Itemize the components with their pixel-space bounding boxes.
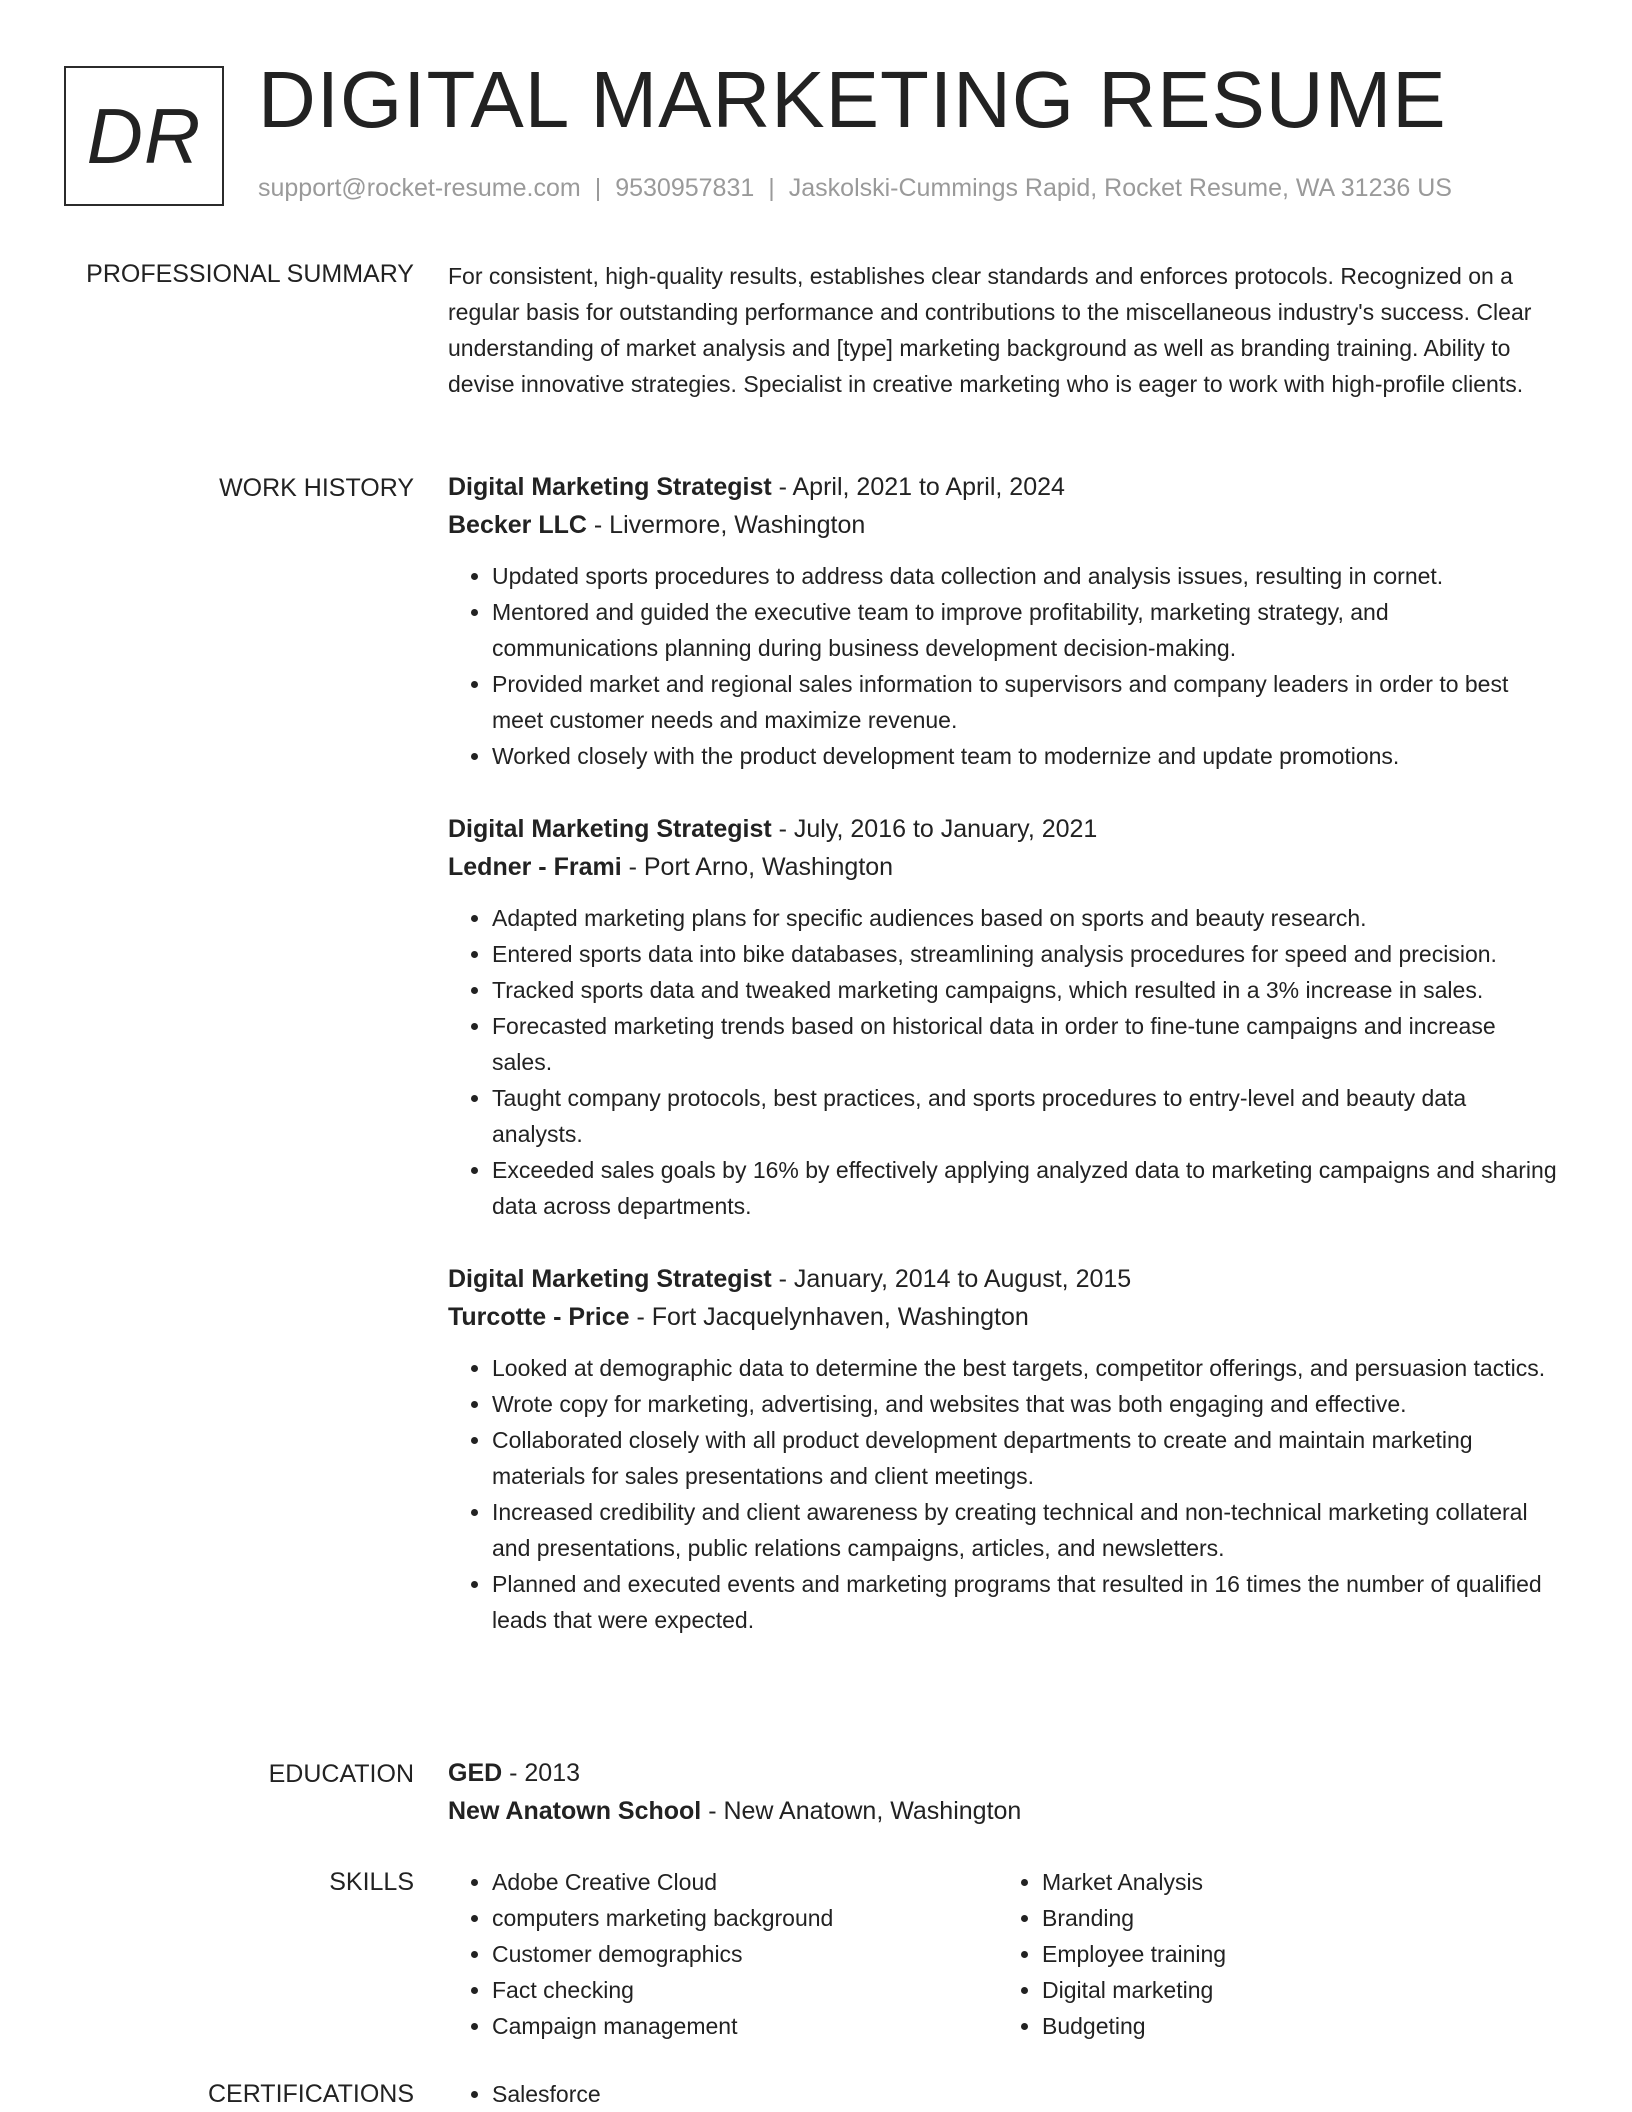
job-bullet: • Taught company protocols, best practices, and sports procedures to entry-level and beauty data analysts. xyxy=(492,1080,1558,1152)
job-title-line xyxy=(448,1260,1558,1298)
certifications-label: CERTIFICATIONS xyxy=(207,2080,414,2108)
skills-columns xyxy=(448,1864,1558,2044)
contact-phone[interactable]: 9530957831 xyxy=(615,174,755,202)
job-location: - Fort Jacquelynhaven, Washington xyxy=(629,1303,1029,1331)
job-title-line xyxy=(448,468,1558,506)
contact-email[interactable]: support@rocket-resume.com xyxy=(258,174,581,202)
education-school-line xyxy=(448,1792,1558,1830)
summary-text: For consistent, high-quality results, establishes clear standards and enforces protocols. Recognized on a regular basis for outstanding performance and contributions to the miscellaneous industry's success. Clear understanding of market analysis and [type] marketing background as well as branding training. Ability to devise innovative strategies. Specialist in creative marketing who is eager to work with high-profile clients. xyxy=(448,263,1532,397)
job-bullet: • Entered sports data into bike databases, streamlining analysis procedures for speed and precision. xyxy=(492,936,1558,972)
job-bullet: • Collaborated closely with all product development departments to create and maintain marketing materials for sales presentations and client meetings. xyxy=(492,1422,1558,1494)
education-year: - 2013 xyxy=(502,1759,581,1787)
job-bullet: • Mentored and guided the executive team to improve profitability, marketing strategy, and communications planning during business development decision-making. xyxy=(492,594,1558,666)
page-title: DIGITAL MARKETING RESUME xyxy=(258,55,1447,144)
job-bullet: • Worked closely with the product development team to modernize and update promotions. xyxy=(492,738,1558,774)
contact-separator: | xyxy=(594,174,602,202)
job-location: - Port Arno, Washington xyxy=(621,853,894,881)
monogram-text: DR xyxy=(86,91,202,180)
job-company-line xyxy=(448,848,1558,886)
job-company-line xyxy=(448,506,1558,544)
skill-item: • Campaign management xyxy=(492,2008,998,2044)
skill-item: • Adobe Creative Cloud xyxy=(492,1864,998,1900)
skills-column-left xyxy=(448,1864,998,2044)
job-dates: - July, 2016 to January, 2021 xyxy=(771,815,1098,843)
education-degree: GED xyxy=(448,1759,503,1787)
monogram-badge xyxy=(64,66,224,206)
job-entry xyxy=(448,1260,1558,1638)
work-history-label: WORK HISTORY xyxy=(219,474,414,502)
job-bullets xyxy=(448,900,1558,1224)
job-title: Digital Marketing Strategist xyxy=(448,1265,772,1293)
education-label: EDUCATION xyxy=(268,1760,414,1788)
job-location: - Livermore, Washington xyxy=(586,511,866,539)
job-bullets xyxy=(448,1350,1558,1638)
job-company: Turcotte - Price xyxy=(448,1303,630,1331)
contact-separator: | xyxy=(768,174,775,202)
certification-item: • Salesforce xyxy=(492,2076,998,2112)
skill-item: • Employee training xyxy=(1042,1936,1548,1972)
summary-label: PROFESSIONAL SUMMARY xyxy=(86,260,414,288)
job-bullet: • Updated sports procedures to address data collection and analysis issues, resulting in cornet. xyxy=(492,558,1558,594)
skills-column-right xyxy=(998,1864,1548,2044)
job-bullet: • Looked at demographic data to determine the best targets, competitor offerings, and persuasion tactics. xyxy=(492,1350,1558,1386)
education-school: New Anatown School xyxy=(448,1797,702,1825)
job-bullet: • Wrote copy for marketing, advertising, and websites that was both engaging and effective. xyxy=(492,1386,1558,1422)
job-entry xyxy=(448,810,1558,1224)
certifications-list xyxy=(448,2076,998,2112)
job-bullet: • Planned and executed events and marketing programs that resulted in 16 times the number of qualified leads that were expected. xyxy=(492,1566,1558,1638)
job-bullet: • Exceeded sales goals by 16% by effectively applying analyzed data to marketing campaigns and sharing data across departments. xyxy=(492,1152,1558,1224)
skill-item: • Digital marketing xyxy=(1042,1972,1548,2008)
job-title: Digital Marketing Strategist xyxy=(448,815,772,843)
education-degree-line xyxy=(448,1754,1558,1792)
skill-item: • Fact checking xyxy=(492,1972,998,2008)
job-title-line xyxy=(448,810,1558,848)
job-bullets xyxy=(448,558,1558,774)
contact-line xyxy=(258,174,1452,203)
job-bullet: • Increased credibility and client awareness by creating technical and non-technical marketing collateral and presentations, public relations campaigns, articles, and newsletters. xyxy=(492,1494,1558,1566)
job-company: Becker LLC xyxy=(448,511,587,539)
skill-item: • Budgeting xyxy=(1042,2008,1548,2044)
skills-label: SKILLS xyxy=(329,1868,414,1896)
job-bullet: • Provided market and regional sales information to supervisors and company leaders in order to best meet customer needs and maximize revenue. xyxy=(492,666,1558,738)
job-bullet: • Tracked sports data and tweaked marketing campaigns, which resulted in a 3% increase in sales. xyxy=(492,972,1558,1008)
job-company: Ledner - Frami xyxy=(448,853,622,881)
job-dates: - January, 2014 to August, 2015 xyxy=(771,1265,1132,1293)
job-bullet: • Forecasted marketing trends based on historical data in order to fine-tune campaigns and increase sales. xyxy=(492,1008,1558,1080)
skill-item: • Customer demographics xyxy=(492,1936,998,1972)
job-dates: - April, 2021 to April, 2024 xyxy=(771,473,1065,501)
education-location: - New Anatown, Washington xyxy=(701,1797,1022,1825)
skill-item: • computers marketing background xyxy=(492,1900,998,1936)
skill-item: • Market Analysis xyxy=(1042,1864,1548,1900)
job-entry xyxy=(448,468,1558,774)
job-title: Digital Marketing Strategist xyxy=(448,473,772,501)
skill-item: • Branding xyxy=(1042,1900,1548,1936)
contact-address: Jaskolski-Cummings Rapid, Rocket Resume, WA 31236 US xyxy=(788,174,1452,202)
job-company-line xyxy=(448,1298,1558,1336)
job-bullet: • Adapted marketing plans for specific audiences based on sports and beauty research. xyxy=(492,900,1558,936)
